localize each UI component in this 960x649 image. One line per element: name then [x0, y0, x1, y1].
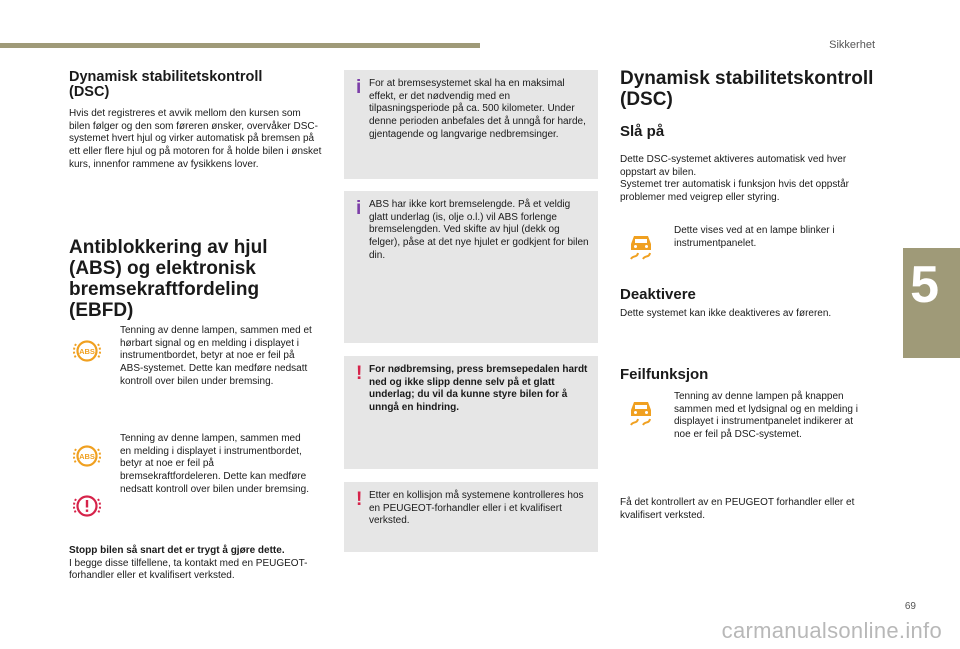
dsc-lamp-text: Dette vises ved at en lampe blinker i instrumentpanelet.: [674, 225, 835, 249]
dsc-title: Dynamisk stabilitetskontroll (DSC): [69, 69, 263, 100]
warning-box-text: For nødbremsing, press bremsepedalen hardt ned og ikke slipp denne selv på et glatt underlag; du vil da kunne styre bilen for å unngå en hindring.: [369, 364, 588, 414]
info-box-text: For at bremsesystemet skal ha en maksimal effekt, er det nødvendig med en tilpasningsperiode på ca. 500 kilometer. Under denne perioden anbefales det å unngå for harde, gjentagende og langvarige nedbremsinger.: [369, 78, 586, 140]
warning-box-collision: [344, 482, 598, 552]
skid-car-icon: [626, 397, 656, 427]
abs-title: Antiblokkering av hjul (ABS) og elektronisk bremsekraftfordeling (EBFD): [69, 237, 268, 321]
warning-box-text: Etter en kollisjon må systemene kontrolleres hos en PEUGEOT-forhandler eller i et kvalifisert verksted.: [369, 490, 584, 527]
abs-icon-label: ABS: [79, 347, 95, 356]
brake-warning-icon: [72, 491, 102, 521]
info-box-abs: [344, 191, 598, 343]
on-text-2: Systemet trer automatisk i funksjon hvis det oppstår problemer med veigrep eller styring.: [620, 179, 849, 204]
fault-lamp-row: [626, 391, 876, 442]
dsc-description: Hvis det registreres et avvik mellom den kursen som bilen følger og den som føreren ønsker, overvåker DSC-systemet hvert hjul og virker automatisk på bremsen på ett eller flere hjul og på motoren for å holde bilen i ønsket kurs, innenfor rammene av fysikkens lover.: [69, 108, 322, 170]
info-box-text: ABS har ikke kort bremselengde. På et veldig glatt underlag (is, olje o.l.) vil ABS forlenge bremselengden. Ved skifte av hjul (dekk og felger), påse at det nye hjulet er godkjent for bilen din.: [369, 199, 589, 261]
stop-text: I begge disse tilfellene, ta kontakt med en PEUGEOT-forhandler eller et kvalifisert verksted.: [69, 557, 308, 582]
abs-warning-row: [72, 325, 322, 389]
on-title: Slå på: [620, 123, 665, 140]
abs-lamp-text: Tenning av denne lampen, sammen med et hørbart signal og en melding i displayet i instrumentbordet, betyr at noe er feil på ABS-systemet. Dette kan medføre nedsatt kontroll over bilen under bremsing.: [120, 325, 312, 387]
dsc-intro: [69, 70, 324, 172]
abs-warning-icon: [72, 336, 102, 366]
stop-bold-text: Stopp bilen så snart det er trygt å gjøre dette.: [69, 545, 285, 556]
stop-advice: [69, 545, 329, 583]
check-advice: [620, 497, 875, 522]
dsc-lamp-row: [626, 225, 876, 261]
warning-icon: !: [356, 489, 363, 510]
page-number: 69: [904, 601, 916, 612]
abs-warning-icon: [72, 441, 102, 471]
info-box-break-in: [344, 70, 598, 179]
deactivate-title: Deaktivere: [620, 286, 696, 303]
warning-icon: !: [356, 363, 363, 384]
section-name: Sikkerhet: [829, 39, 875, 51]
fault-section: [620, 367, 875, 383]
abs-section: [69, 237, 299, 321]
dsc-main-title: Dynamisk stabilitetskontroll (DSC): [620, 68, 874, 110]
info-icon: i: [356, 77, 362, 98]
ebfd-lamp-text: Tenning av denne lampen, sammen med en melding i displayet i instrumentbordet, betyr at noe er feil på bremsekraftfordeleren. Dette kan medføre nedsatt kontroll over bilen under bremsing.: [120, 433, 309, 495]
skid-car-icon: [626, 231, 656, 261]
chapter-number: 5: [910, 256, 939, 314]
deactivate-text: Dette systemet kan ikke deaktiveres av føreren.: [620, 308, 832, 319]
warning-box-emergency: [344, 356, 598, 469]
fault-text: Tenning av denne lampen på knappen sammen med et lydsignal og en melding i displayet i instrumentpanelet indikerer at noe er feil på DSC-systemet.: [674, 391, 858, 441]
on-text-1: Dette DSC-systemet aktiveres automatisk ved hver oppstart av bilen.: [620, 154, 847, 178]
deactivate-section: [620, 287, 875, 321]
check-text: Få det kontrollert av en PEUGEOT forhandler eller et kvalifisert verksted.: [620, 497, 855, 521]
fault-title: Feilfunksjon: [620, 366, 709, 383]
abs-icon-label: ABS: [79, 452, 95, 461]
header-rule: [0, 43, 480, 48]
ebfd-warning-row: [72, 433, 322, 526]
dsc-section: [620, 68, 875, 205]
info-icon: i: [356, 198, 362, 219]
watermark: carmanualsonline.info: [721, 618, 942, 643]
